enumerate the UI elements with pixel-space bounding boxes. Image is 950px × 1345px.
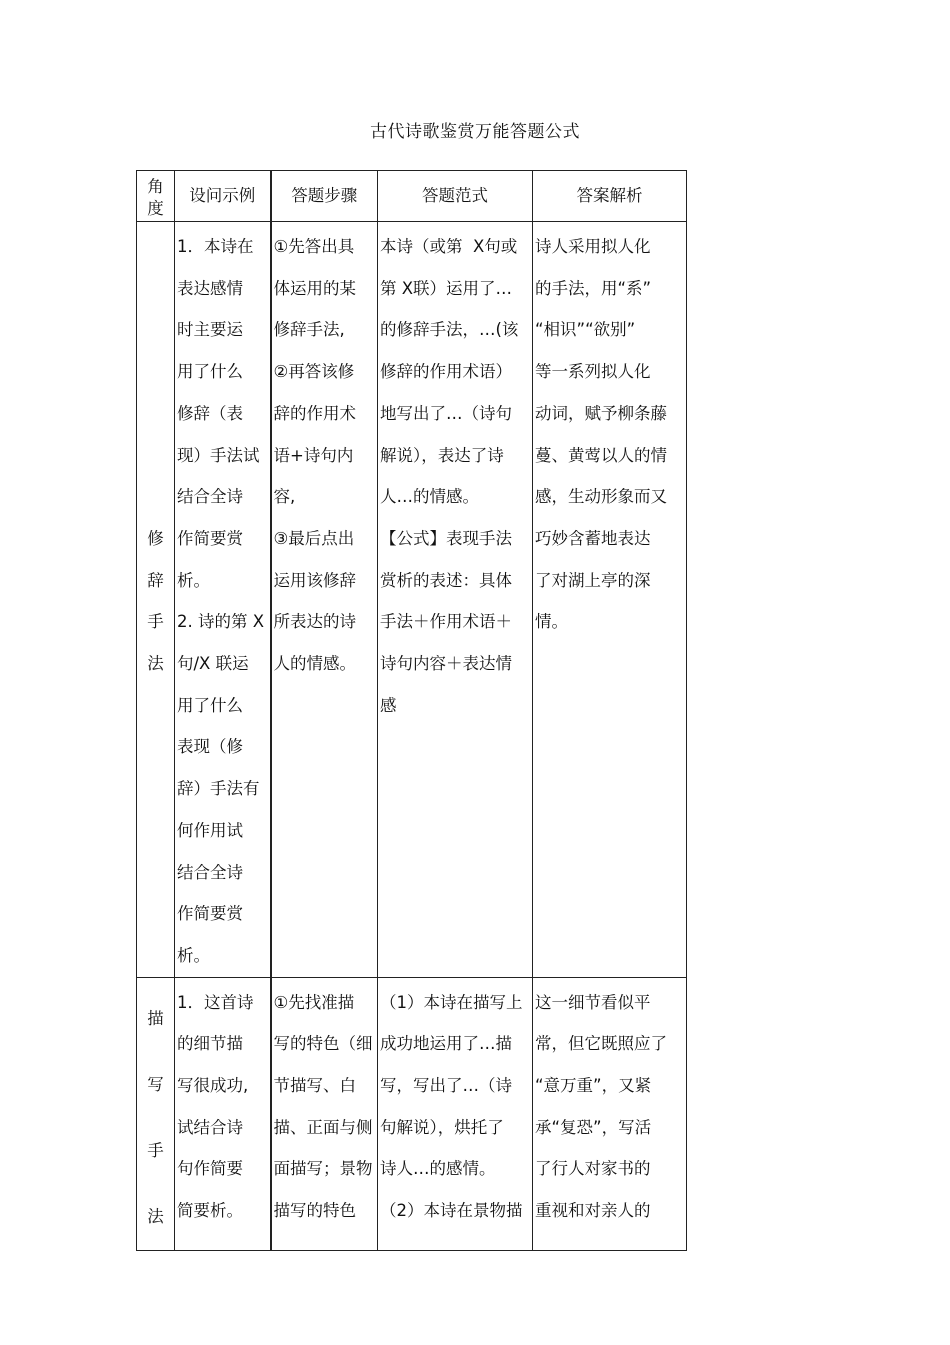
header-answer-analysis: 答案解析	[533, 171, 687, 222]
question-text: 1．这首诗 的细节描 写很成功, 试结合诗 句作简要 简要析。	[177, 992, 254, 1221]
question-text: 1．本诗在 表达感情 时主要运 用了什么 修辞（表 现）手法试 结合全诗 作简要赏 析。 2. 诗的第 X 句/X 联运 用了什么 表现（修 辞）手法有 何作用试 结合全诗 作简要赏 析。	[177, 237, 265, 965]
header-angle-label: 角 度	[147, 177, 164, 218]
header-answer-steps: 答题步骤	[271, 171, 378, 222]
row-pattern-cell	[378, 222, 533, 978]
analysis-text: 这一细节看似平 常，但它既照应了 “意万重”，又紧 承“复恐”，写活 了行人对家书的 重视和对亲人的	[535, 992, 667, 1221]
pattern-text: 本诗（或第 X句或 第 X联）运用了… 的修辞手法，…(该 修辞的作用术语） 地写出了…（诗句 解说），表达了诗 人…的情感。 【公式】表现手法 赏析的表述：具体 手法＋作用术语＋ 诗句内容＋表达情 感	[380, 237, 519, 715]
row-steps-cell	[271, 977, 378, 1250]
angle-label: 描 写 手 法	[147, 1008, 164, 1226]
header-answer-pattern: 答题范式	[378, 171, 533, 222]
analysis-text: 诗人采用拟人化 的手法，用“系” “相识”“欲别” 等一系列拟人化 动词，赋予柳条藤 蔓、黄莺以人的情 感，生动形象而又 巧妙含蓄地表达 了对湖上亭的深 情。	[535, 237, 667, 632]
row-angle-description	[137, 977, 175, 1250]
steps-text: ①先答出具 体运用的某 修辞手法, ②再答该修 辞的作用术 语+诗句内 容, ③最后点出 运用该修辞 所表达的诗 人的情感。	[273, 237, 356, 674]
row-question-cell	[175, 222, 271, 978]
row-steps-cell	[271, 222, 378, 978]
pattern-text: （1）本诗在描写上 成功地运用了…描 写，写出了…（诗 句解说），烘托了 诗人…的感情。 （2）本诗在景物描	[380, 992, 523, 1221]
answer-formula-table	[136, 170, 687, 1251]
row-angle-rhetoric	[137, 222, 175, 978]
row-question-cell	[175, 977, 271, 1250]
page-title: 古代诗歌鉴赏万能答题公式	[370, 122, 580, 142]
header-angle	[137, 171, 175, 222]
row-analysis-cell	[533, 222, 687, 978]
row-analysis-cell	[533, 977, 687, 1250]
table-header-row	[137, 171, 687, 222]
header-question-example: 设问示例	[175, 171, 271, 222]
table-row	[137, 222, 687, 978]
table-row	[137, 977, 687, 1250]
row-pattern-cell	[378, 977, 533, 1250]
angle-label: 修 辞 手 法	[147, 528, 164, 674]
steps-text: ①先找准描 写的特色（细 节描写、白 描、正面与侧 面描写；景物 描写的特色	[273, 992, 373, 1221]
